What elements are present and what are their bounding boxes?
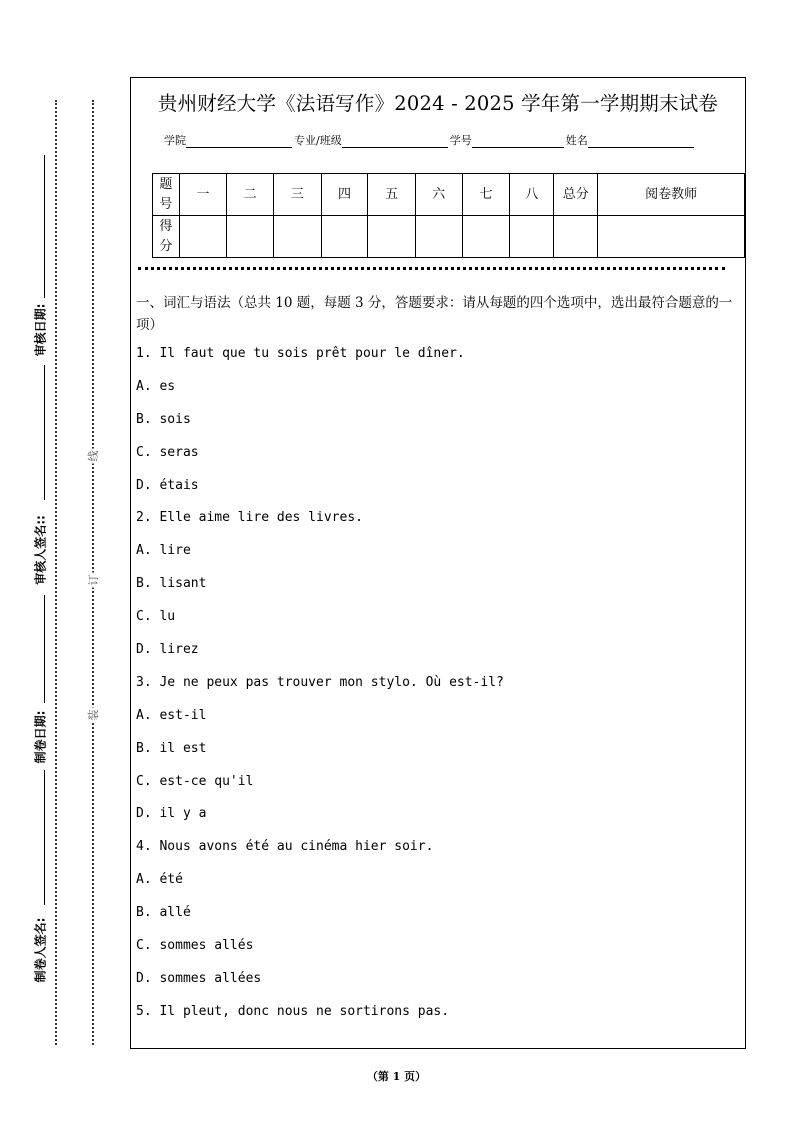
answer-option[interactable]: A. été	[136, 872, 183, 888]
answer-option[interactable]: A. est-il	[136, 707, 207, 723]
answer-option[interactable]: B. sois	[136, 411, 191, 427]
answer-option[interactable]: D. lirez	[136, 642, 199, 658]
name-field[interactable]	[588, 133, 694, 148]
maker-signature-label: 制卷人签名:	[33, 917, 48, 983]
college-label: 学院	[164, 134, 186, 147]
signature-line	[44, 595, 45, 703]
col-header: 五	[368, 174, 416, 216]
cut-mark-staple: 装	[87, 709, 100, 721]
col-header: 一	[179, 174, 227, 216]
question-stem: 5. Il pleut, donc nous ne sortirons pas.	[136, 1003, 450, 1019]
col-header-total: 总分	[554, 174, 598, 216]
question-stem: 4. Nous avons été au cinéma hier soir.	[136, 839, 434, 855]
score-cell	[510, 216, 554, 258]
col-header: 七	[462, 174, 510, 216]
col-header-grader: 阅卷教师	[598, 174, 745, 216]
dotted-separator	[138, 267, 725, 270]
signature-line	[44, 365, 45, 500]
score-cell	[462, 216, 510, 258]
answer-option[interactable]: A. lire	[136, 543, 191, 559]
major-class-label: 专业/班级	[294, 134, 342, 147]
cut-mark-bind: 订	[87, 574, 100, 586]
col-header: 四	[321, 174, 368, 216]
student-id-field[interactable]	[472, 133, 564, 148]
answer-option[interactable]: B. lisant	[136, 576, 207, 592]
page-number: （第 1 页）	[366, 1070, 427, 1083]
score-cell	[179, 216, 227, 258]
answer-option[interactable]: B. il est	[136, 740, 207, 756]
score-cell	[554, 216, 598, 258]
question-stem: 2. Elle aime lire des livres.	[136, 510, 363, 526]
answer-option[interactable]: D. sommes allées	[136, 970, 262, 986]
col-header: 六	[415, 174, 462, 216]
score-cell	[368, 216, 416, 258]
answer-option[interactable]: D. il y a	[136, 806, 207, 822]
make-date-label: 制卷日期:	[33, 710, 48, 764]
score-cell	[274, 216, 322, 258]
review-date-label: 审核日期:	[33, 303, 48, 357]
score-cell	[415, 216, 462, 258]
col-header: 八	[510, 174, 554, 216]
row-label-score: 得分	[153, 216, 180, 258]
major-class-field[interactable]	[342, 133, 448, 148]
answer-option[interactable]: A. es	[136, 378, 176, 394]
name-label: 姓名	[565, 134, 588, 147]
dotted-line-outer	[55, 100, 57, 1045]
score-table	[152, 173, 745, 258]
signature-line	[44, 770, 45, 905]
score-cell	[227, 216, 274, 258]
college-field[interactable]	[186, 133, 292, 148]
answer-option[interactable]: C. est-ce qu'il	[136, 773, 254, 789]
question-section	[136, 292, 737, 1035]
student-id-label: 学号	[449, 134, 472, 147]
col-header: 三	[274, 174, 322, 216]
student-info-row	[164, 132, 696, 148]
cut-mark-line: 线	[87, 450, 100, 462]
answer-option[interactable]: B. allé	[136, 905, 191, 921]
row-label-question-no: 题号	[153, 174, 180, 216]
question-stem: 3. Je ne peux pas trouver mon stylo. Où est-il?	[136, 674, 504, 690]
signature-line	[44, 155, 45, 298]
question-stem: 1. Il faut que tu sois prêt pour le dîner.	[136, 346, 465, 361]
answer-option[interactable]: C. seras	[136, 444, 199, 460]
exam-frame	[130, 77, 746, 1049]
answer-option[interactable]: C. lu	[136, 609, 176, 625]
score-cell	[598, 216, 745, 258]
question-list	[136, 344, 737, 1035]
page-title: 贵州财经大学《法语写作》2024 - 2025 学年第一学期期末试卷	[157, 92, 719, 115]
col-header: 二	[227, 174, 274, 216]
answer-option[interactable]: D. étais	[136, 477, 199, 493]
reviewer-signature-label: 审核人签名::	[33, 515, 48, 585]
score-cell	[321, 216, 368, 258]
answer-option[interactable]: C. sommes allés	[136, 938, 254, 954]
section-heading: 一、词汇与语法（总共 10 题，每题 3 分，答题要求：请从每题的四个选项中，选出最符合题意的一项）	[136, 295, 733, 333]
